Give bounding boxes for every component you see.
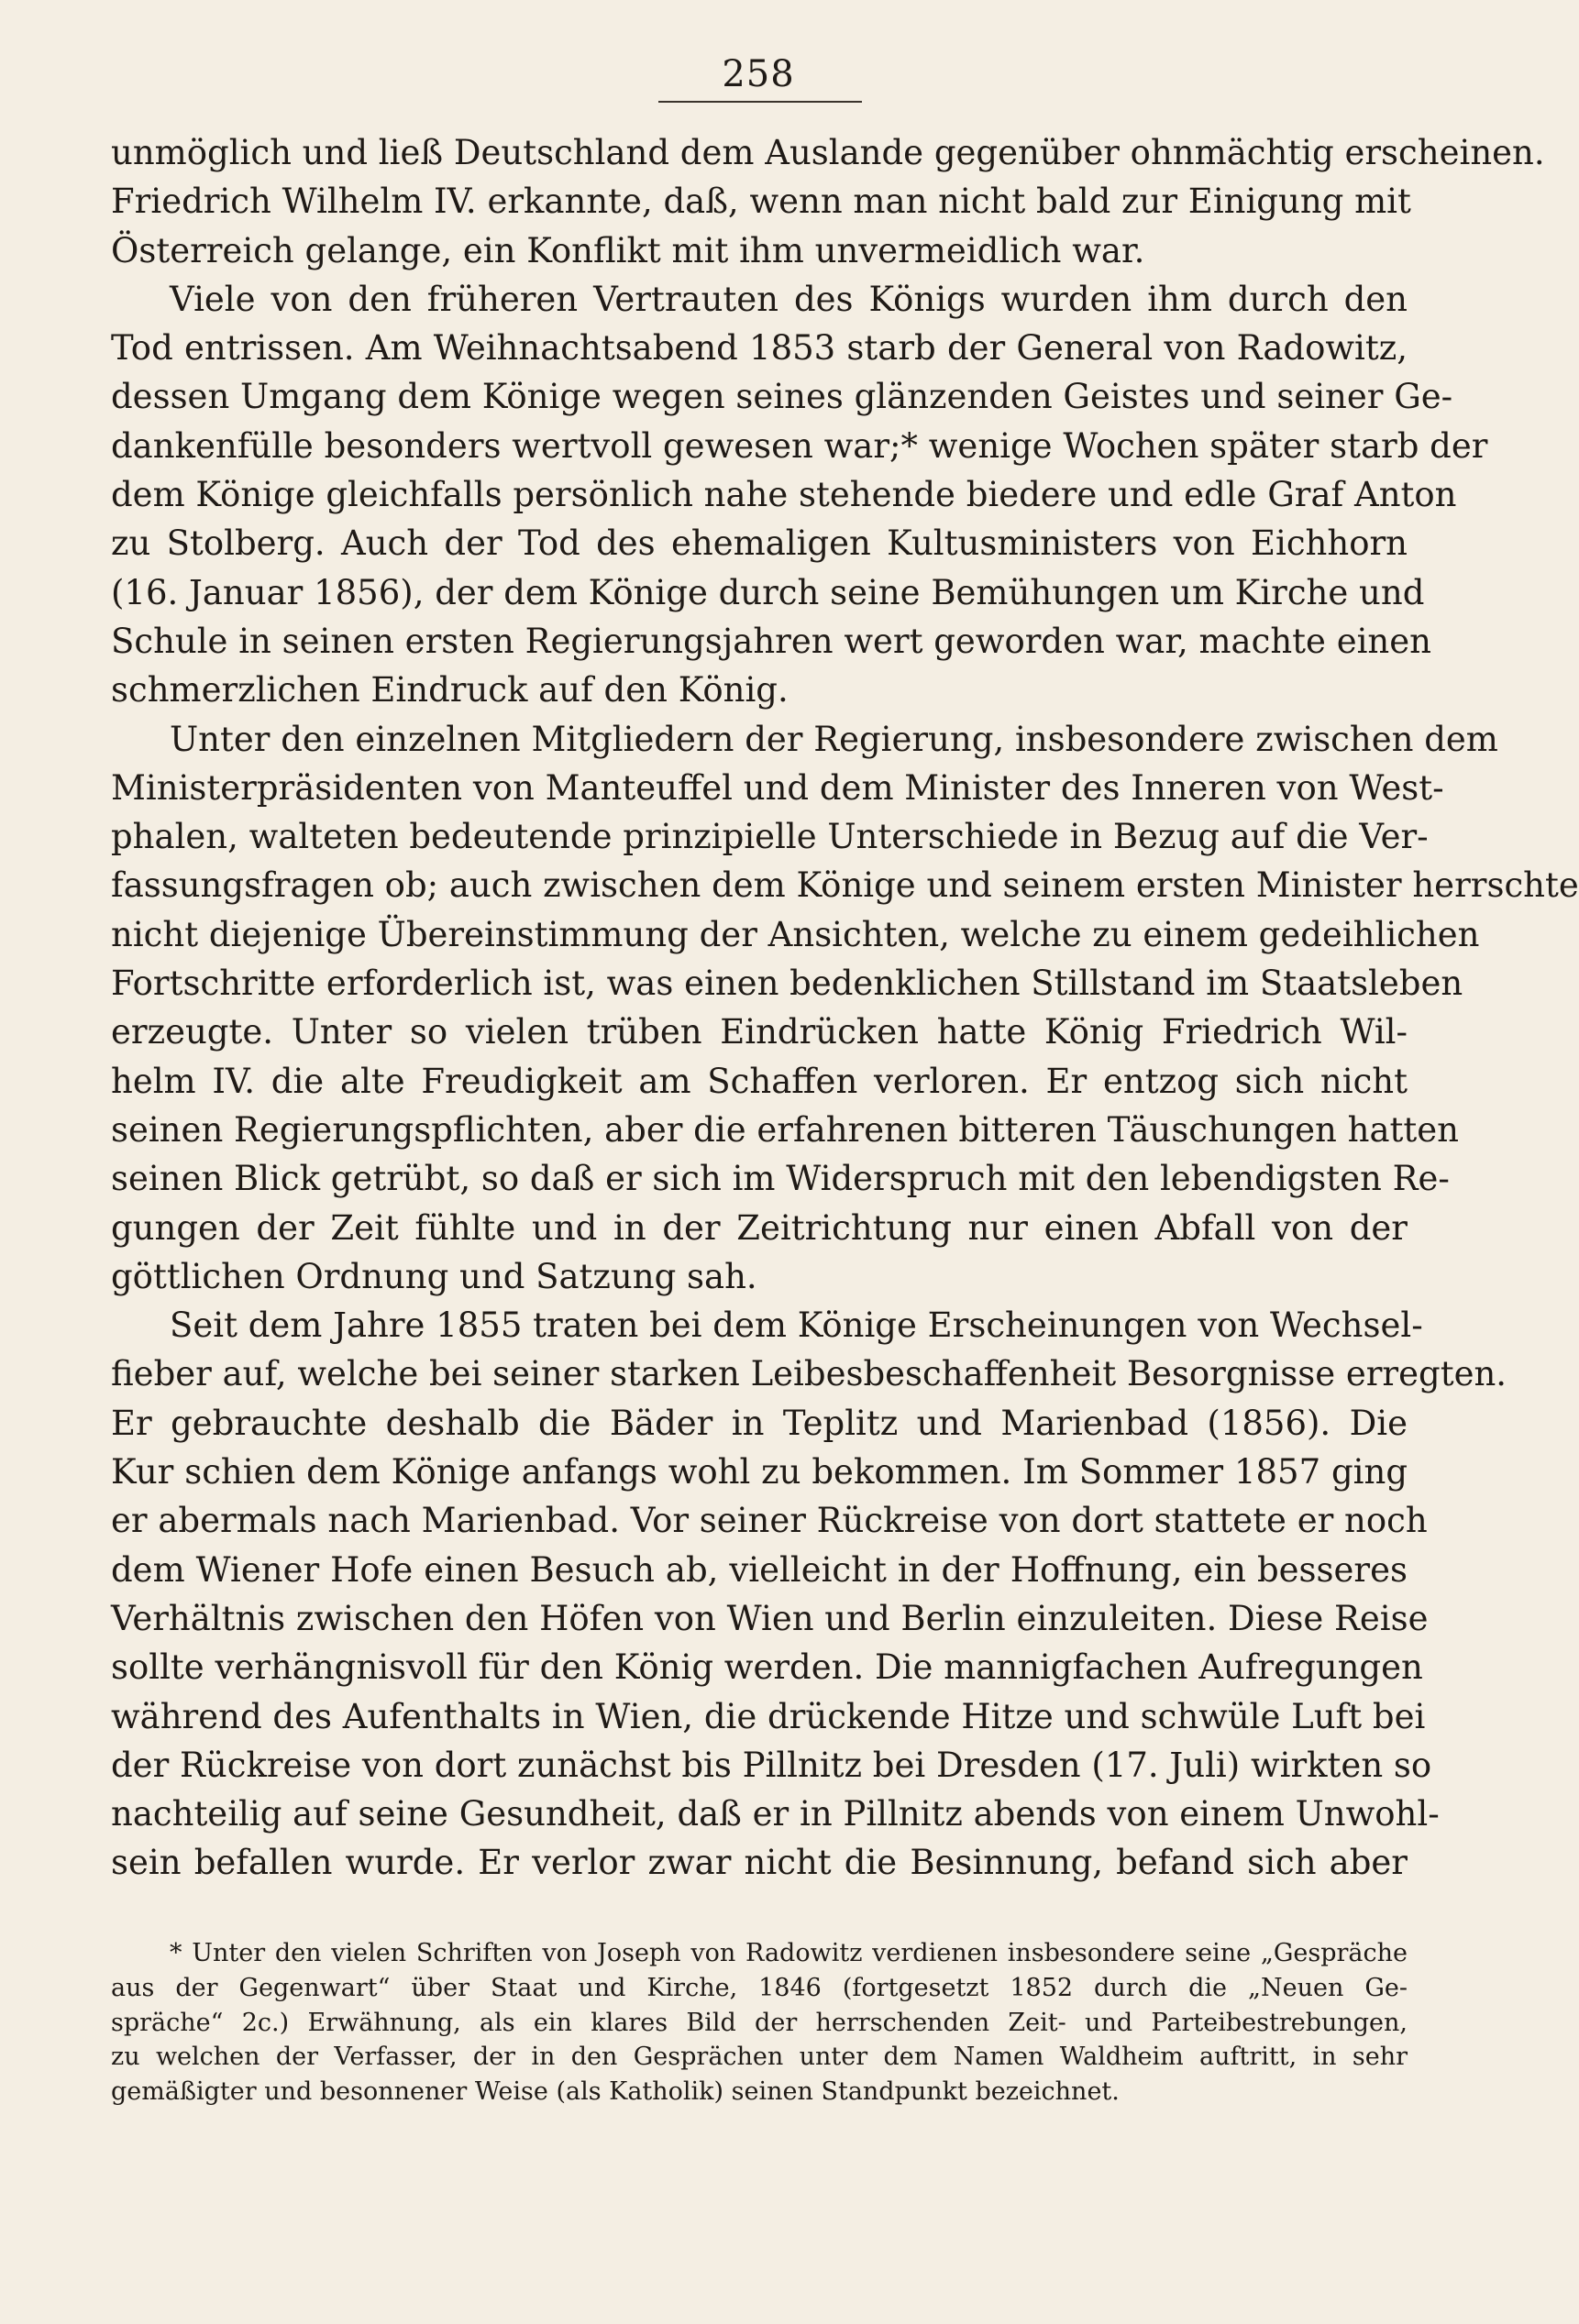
text-line: schmerzlichen Eindruck auf den König.: [111, 670, 789, 710]
text-line: unmöglich und ließ Deutschland dem Auslande gegenüber ohnmächtig erscheinen.: [111, 133, 1545, 172]
text-line: Fortschritte erforderlich ist, was einen bedenklichen Stillstand im Staatsleben: [111, 964, 1463, 1004]
footnote-line: * Unter den vielen Schriften von Joseph von Radowitz verdienen insbesondere seine „Gespräche: [170, 1939, 1408, 1967]
text-line: nachteilig auf seine Gesundheit, daß er in Pillnitz abends von einem Unwohl-: [111, 1794, 1440, 1834]
text-line: fieber auf, welche bei seiner starken Leibesbeschaffenheit Besorgnisse erregten.: [111, 1354, 1507, 1394]
text-line: dem Wiener Hofe einen Besuch ab, vielleicht in der Hoffnung, ein besseres: [111, 1549, 1408, 1590]
footnote: [111, 1936, 1408, 2109]
text-line: Er gebrauchte deshalb die Bäder in Teplitz und Marienbad (1856). Die: [111, 1403, 1408, 1443]
text-line: Unter den einzelnen Mitgliedern der Regierung, insbesondere zwischen dem: [170, 719, 1498, 759]
text-line: Viele von den früheren Vertrauten des Königs wurden ihm durch den: [170, 279, 1408, 319]
header-rule: [658, 101, 862, 103]
text-line: dessen Umgang dem Könige wegen seines glänzenden Geistes und seiner Ge-: [111, 377, 1453, 417]
text-line: Kur schien dem Könige anfangs wohl zu bekommen. Im Sommer 1857 ging: [111, 1452, 1408, 1492]
text-line: dem Könige gleichfalls persönlich nahe stehende biedere und edle Graf Anton: [111, 475, 1457, 515]
text-line: Schule in seinen ersten Regierungsjahren wert geworden war, machte einen: [111, 621, 1431, 661]
text-line: sein befallen wurde. Er verlor zwar nicht die Besinnung, befand sich aber: [111, 1843, 1408, 1883]
text-line: zu Stolberg. Auch der Tod des ehemaligen Kultusministers von Eichhorn: [111, 523, 1408, 564]
text-line: Ministerpräsidenten von Manteuffel und dem Minister des Inneren von West-: [111, 767, 1444, 808]
text-line: (16. Januar 1856), der dem Könige durch seine Bemühungen um Kirche und: [111, 572, 1425, 612]
text-line: der Rückreise von dort zunächst bis Pillnitz bei Dresden (17. Juli) wirkten so: [111, 1745, 1432, 1785]
text-line: sollte verhängnisvoll für den König werden. Die mannigfachen Aufregungen: [111, 1647, 1423, 1688]
text-line: fassungsfragen ob; auch zwischen dem Könige und seinem ersten Minister herrschte: [111, 865, 1579, 906]
text-line: Seit dem Jahre 1855 traten bei dem Könige Erscheinungen von Wechsel-: [170, 1305, 1423, 1346]
text-line: erzeugte. Unter so vielen trüben Eindrücken hatte König Friedrich Wil-: [111, 1012, 1408, 1052]
footnote-line: aus der Gegenwart“ über Staat und Kirche, 1846 (fortgesetzt 1852 durch die „Neuen Ge-: [111, 1973, 1408, 2002]
page-number: 258: [722, 53, 795, 95]
footnote-line: gemäßigter und besonnener Weise (als Katholik) seinen Standpunkt bezeichnet.: [111, 2077, 1120, 2107]
text-line: er abermals nach Marienbad. Vor seiner Rückreise von dort stattete er noch: [111, 1501, 1428, 1541]
text-line: göttlichen Ordnung und Satzung sah.: [111, 1256, 757, 1296]
text-line: Verhältnis zwischen den Höfen von Wien und Berlin einzuleiten. Diese Reise: [111, 1598, 1429, 1638]
text-line: Tod entrissen. Am Weihnachtsabend 1853 starb der General von Radowitz,: [111, 328, 1408, 369]
text-line: phalen, walteten bedeutende prinzipielle Unterschiede in Bezug auf die Ver-: [111, 817, 1429, 857]
text-line: seinen Blick getrübt, so daß er sich im Widerspruch mit den lebendigsten Re-: [111, 1159, 1450, 1199]
text-line: seinen Regierungspflichten, aber die erfahrenen bitteren Täuschungen hatten: [111, 1109, 1459, 1150]
body-text: [111, 128, 1579, 1888]
text-line: helm IV. die alte Freudigkeit am Schaffen verloren. Er entzog sich nicht: [111, 1061, 1408, 1101]
text-line: nicht diejenige Übereinstimmung der Ansichten, welche zu einem gedeihlichen: [111, 914, 1480, 954]
footnote-line: zu welchen der Verfasser, der in den Gesprächen unter dem Namen Waldheim auftritt, in sehr: [111, 2043, 1408, 2072]
text-line: Österreich gelange, ein Konflikt mit ihm unvermeidlich war.: [111, 230, 1145, 270]
text-line: dankenfülle besonders wertvoll gewesen war;* wenige Wochen später starb der: [111, 425, 1488, 466]
text-line: Friedrich Wilhelm IV. erkannte, daß, wenn man nicht bald zur Einigung mit: [111, 182, 1411, 222]
text-line: während des Aufenthalts in Wien, die drückende Hitze und schwüle Luft bei: [111, 1696, 1426, 1736]
text-line: gungen der Zeit fühlte und in der Zeitrichtung nur einen Abfall von der: [111, 1207, 1408, 1248]
footnote-line: spräche“ 2c.) Erwähnung, als ein klares Bild der herrschenden Zeit- und Parteibestrebungen,: [111, 2008, 1408, 2037]
